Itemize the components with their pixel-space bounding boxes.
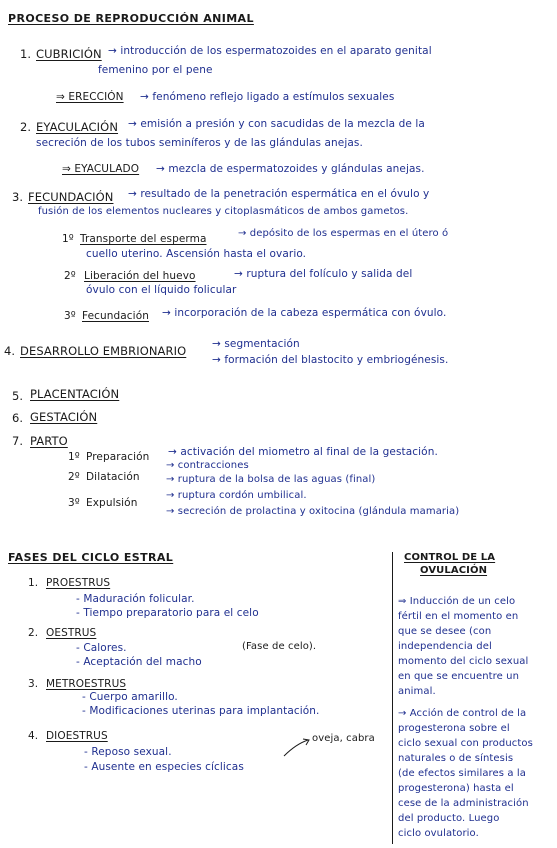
subitem-text: → fenómeno reflejo ligado a estímulos sexuales xyxy=(140,91,395,103)
control-line: (de efectos similares a la xyxy=(398,768,526,779)
step-text: → secreción de prolactina y oxitocina (glándula mamaria) xyxy=(166,506,460,517)
control-line: fértil en el momento en xyxy=(398,611,519,622)
step-heading-liberacion: Liberación del huevo xyxy=(84,270,196,282)
step-text: → depósito de los espermas en el útero ó xyxy=(238,228,449,239)
item-heading-gestacion: GESTACIÓN xyxy=(30,410,98,424)
step-text: → contracciones xyxy=(166,460,249,471)
step-text: → incorporación de la cabeza espermática con óvulo. xyxy=(162,307,447,319)
phase-note: (Fase de celo). xyxy=(242,641,317,652)
item-number: 4. xyxy=(4,344,16,358)
item-number: 5. xyxy=(12,389,24,403)
item-text: → emisión a presión y con sacudidas de la mezcla de la xyxy=(128,118,425,130)
step-text: cuello uterino. Ascensión hasta el ovario. xyxy=(86,248,307,260)
item-text: → introducción de los espermatozoides en el aparato genital xyxy=(108,45,432,57)
control-line: ciclo ovulatorio. xyxy=(398,828,479,839)
control-line: cese de la administración xyxy=(398,798,529,809)
phase-note: oveja, cabra xyxy=(312,733,375,744)
item-heading-eyaculacion: EYACULACIÓN xyxy=(36,120,119,134)
item-number: 3. xyxy=(12,190,24,204)
item-heading-desarrollo: DESARROLLO EMBRIONARIO xyxy=(20,344,187,358)
step-number: 2º xyxy=(68,471,80,483)
arrow-icon xyxy=(282,736,312,758)
control-line: animal. xyxy=(398,686,436,697)
step-heading-fecundacion: Fecundación xyxy=(82,310,149,322)
step-number: 1º xyxy=(68,451,80,463)
step-text: → ruptura del folículo y salida del xyxy=(234,268,413,280)
phase-heading-metroestrus: METROESTRUS xyxy=(46,678,127,690)
item-number: 2. xyxy=(20,120,32,134)
control-line: naturales o de síntesis xyxy=(398,753,514,764)
step-number: 1º xyxy=(62,233,74,245)
control-line: ciclo sexual con productos xyxy=(398,738,533,749)
step-number: 3º xyxy=(68,497,80,509)
phase-line: - Tiempo preparatorio para el celo xyxy=(76,607,259,619)
step-number: 2º xyxy=(64,270,76,282)
control-line: que se desee (con xyxy=(398,626,492,637)
control-line: → Acción de control de la xyxy=(398,708,527,719)
item-text: femenino por el pene xyxy=(98,64,213,76)
item-heading-placentacion: PLACENTACIÓN xyxy=(30,387,120,401)
phase-line: - Maduración folicular. xyxy=(76,593,195,605)
section-title-ovulacion: OVULACIÓN xyxy=(420,565,488,576)
control-line: en que se encuentre un xyxy=(398,671,520,682)
control-line: independencia del xyxy=(398,641,492,652)
section-title-ciclo-estral: FASES DEL CICLO ESTRAL xyxy=(8,551,174,564)
item-number: 6. xyxy=(12,411,24,425)
item-text: fusión de los elementos nucleares y citoplasmáticos de ambos gametos. xyxy=(38,206,409,217)
item-number: 1. xyxy=(20,47,32,61)
subitem-heading-eyaculado: ⇒ EYACULADO xyxy=(62,163,140,175)
item-text: → segmentación xyxy=(212,338,300,350)
phase-number: 3. xyxy=(28,678,39,690)
subitem-text: → mezcla de espermatozoides y glándulas anejas. xyxy=(156,163,425,175)
item-text: → resultado de la penetración espermática en el óvulo y xyxy=(128,188,430,200)
item-text: → formación del blastocito y embriogénesis. xyxy=(212,354,449,366)
section-title-control: CONTROL DE LA xyxy=(404,552,496,563)
phase-line: - Aceptación del macho xyxy=(76,656,202,668)
control-line: ⇒ Inducción de un celo xyxy=(398,596,516,607)
phase-line: - Calores. xyxy=(76,642,127,654)
step-heading-dilatacion: Dilatación xyxy=(86,471,140,483)
column-divider xyxy=(392,552,393,844)
subitem-heading-ereccion: ⇒ ERECCIÓN xyxy=(56,91,124,103)
step-heading-preparacion: Preparación xyxy=(86,451,150,463)
item-heading-parto: PARTO xyxy=(30,434,68,448)
phase-heading-dioestrus: DIOESTRUS xyxy=(46,730,108,742)
step-heading-transporte: Transporte del esperma xyxy=(80,233,207,245)
control-line: del producto. Luego xyxy=(398,813,500,824)
control-line: momento del ciclo sexual xyxy=(398,656,529,667)
phase-line: - Cuerpo amarillo. xyxy=(82,691,178,703)
phase-number: 4. xyxy=(28,730,39,742)
phase-number: 2. xyxy=(28,627,39,639)
step-heading-expulsion: Expulsión xyxy=(86,497,138,509)
step-number: 3º xyxy=(64,310,76,322)
control-line: progesterona sobre el xyxy=(398,723,510,734)
phase-number: 1. xyxy=(28,577,39,589)
item-heading-cubricion: CUBRICIÓN xyxy=(36,47,102,61)
phase-heading-oestrus: OESTRUS xyxy=(46,627,97,639)
step-text: óvulo con el líquido folicular xyxy=(86,284,237,296)
section-title-reproduction: PROCESO DE REPRODUCCIÓN ANIMAL xyxy=(8,12,254,25)
item-text: secreción de los tubos seminíferos y de las glándulas anejas. xyxy=(36,137,363,149)
item-number: 7. xyxy=(12,434,24,448)
phase-line: - Modificaciones uterinas para implantación. xyxy=(82,705,320,717)
item-heading-fecundacion: FECUNDACIÓN xyxy=(28,190,114,204)
phase-line: - Ausente en especies cíclicas xyxy=(84,761,244,773)
step-text: → activación del miometro al final de la gestación. xyxy=(168,446,438,458)
phase-line: - Reposo sexual. xyxy=(84,746,172,758)
step-text: → ruptura cordón umbilical. xyxy=(166,490,307,501)
phase-heading-proestrus: PROESTRUS xyxy=(46,577,111,589)
step-text: → ruptura de la bolsa de las aguas (final) xyxy=(166,474,376,485)
control-line: progesterona) hasta el xyxy=(398,783,514,794)
